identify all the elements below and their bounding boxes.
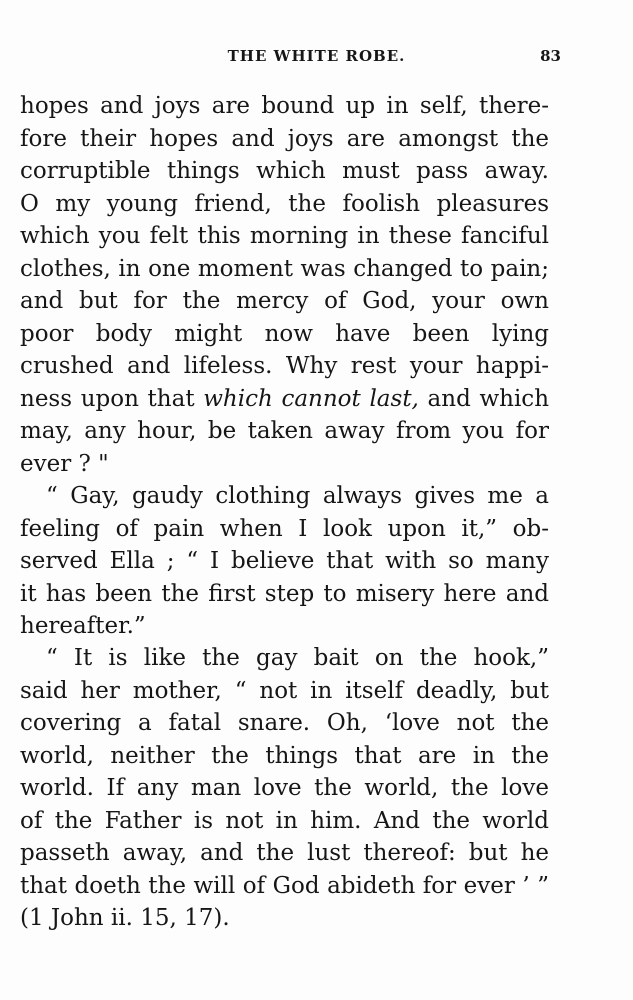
text-line: and but for the mercy of God, your own [20, 288, 549, 314]
italic-phrase: which cannot last, [203, 386, 419, 412]
text-line: of the Father is not in him. And the world [20, 808, 549, 834]
text-line: corruptible things which must pass away. [20, 158, 549, 184]
text-line: poor body might now have been lying [20, 321, 549, 347]
text-line: passeth away, and the lust thereof: but he [20, 840, 549, 866]
text-line: which you felt this morning in these fanciful [20, 223, 549, 249]
text-line: served Ella ; “ I believe that with so many [20, 548, 549, 574]
text-line: “ Gay, gaudy clothing always gives me a [46, 483, 549, 509]
text-line: O my young friend, the foolish pleasures [20, 191, 549, 217]
text-line: “ It is like the gay bait on the hook,” [46, 645, 549, 671]
text-line: covering a fatal snare. Oh, ‘love not the [20, 710, 549, 736]
page-number: 83 [540, 47, 561, 65]
text-line: hopes and joys are bound up in self, there- [20, 93, 549, 119]
text-line: fore their hopes and joys are amongst the [20, 126, 549, 152]
running-title: THE WHITE ROBE. [227, 47, 406, 65]
text-line: world. If any man love the world, the love [20, 775, 549, 801]
text-line: ever ? " [20, 451, 109, 477]
text-line: it has been the first step to misery here and [20, 581, 549, 607]
text-line: crushed and lifeless. Why rest your happi- [20, 353, 549, 379]
text-line: may, any hour, be taken away from you for [20, 418, 549, 444]
text-line: that doeth the will of God abideth for ever ’ ” [20, 873, 549, 899]
text-line: (1 John ii. 15, 17). [20, 905, 230, 931]
text-line: feeling of pain when I look upon it,” ob- [20, 516, 549, 542]
text-line: clothes, in one moment was changed to pain; [20, 256, 549, 282]
text-line [20, 383, 549, 415]
text-line: hereafter.” [20, 613, 146, 639]
text-line: world, neither the things that are in the [20, 743, 549, 769]
text-line: said her mother, “ not in itself deadly, but [20, 678, 549, 704]
line-text: ness upon that [20, 386, 204, 412]
line-text: and which [418, 386, 550, 412]
